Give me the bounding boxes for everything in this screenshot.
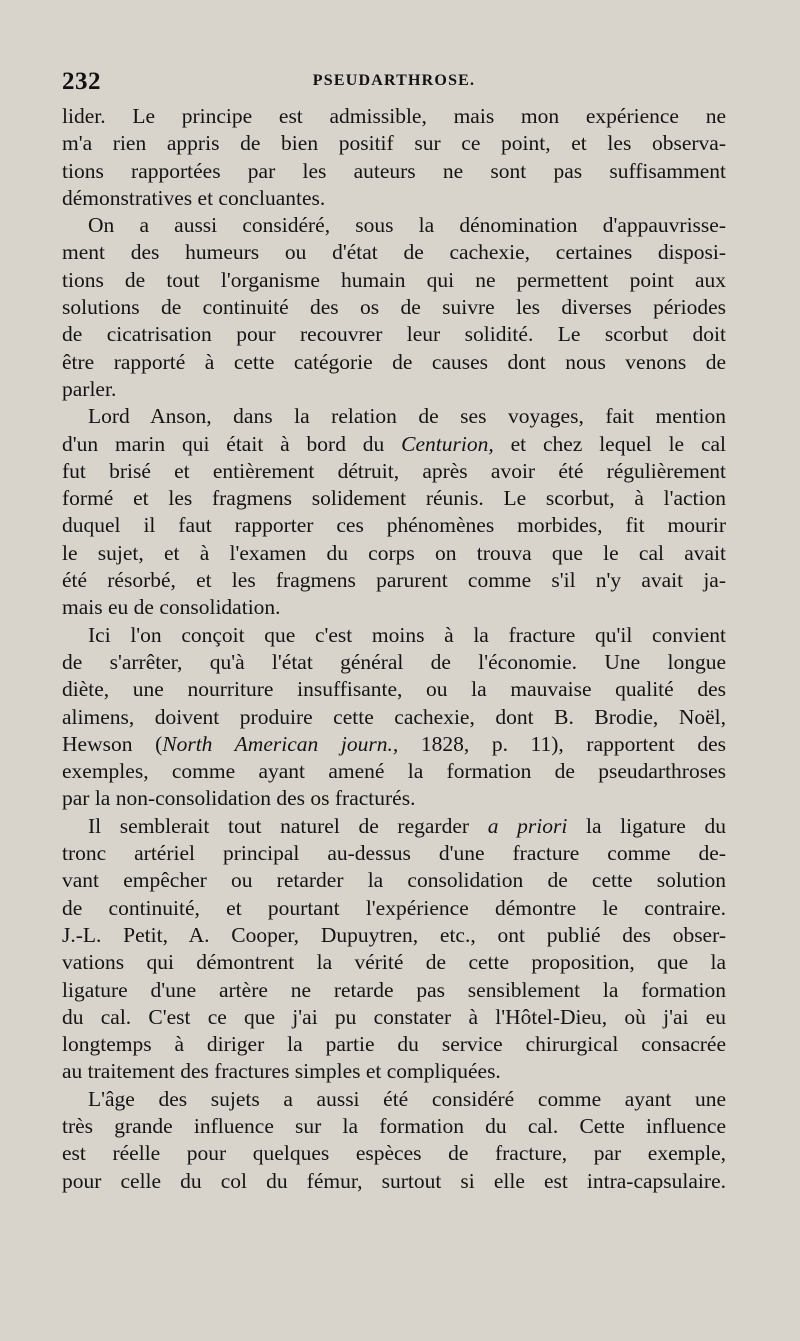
latin-phrase: a priori	[487, 813, 568, 838]
text-line: vant empêcher ou retarder la consolidation de cette solution	[62, 868, 726, 893]
text-segment: Il semblerait tout naturel de regarder	[88, 813, 470, 838]
journal-title: North American journ.,	[162, 731, 399, 756]
text-line: ment des humeurs ou d'état de cachexie, certaines disposi-	[62, 240, 726, 265]
text-line: vations qui démontrent la vérité de cette proposition, que la	[62, 950, 726, 975]
text-line: par la non-consolidation des os fracturés.	[62, 786, 416, 811]
text-line: du cal. C'est ce que j'ai pu constater à l'Hôtel-Dieu, où j'ai eu	[62, 1004, 726, 1029]
text-line	[62, 813, 726, 840]
text-line: de continuité, et pourtant l'expérience démontre le contraire.	[62, 895, 726, 920]
text-line: tronc artériel principal au-dessus d'une fracture comme de-	[62, 841, 726, 866]
text-line: tions de tout l'organisme humain qui ne permettent point aux	[62, 267, 726, 292]
text-line: exemples, comme ayant amené la formation de pseudarthroses	[62, 759, 726, 784]
text-segment: Hewson (	[62, 731, 163, 756]
text-line: duquel il faut rapporter ces phénomènes morbides, fit mourir	[62, 513, 726, 538]
text-line: tions rapportées par les auteurs ne sont pas suffisamment	[62, 158, 726, 183]
text-line: est réelle pour quelques espèces de fracture, par exemple,	[62, 1141, 726, 1166]
text-line: m'a rien appris de bien positif sur ce point, et les observa-	[62, 131, 726, 156]
text-line: le sujet, et à l'examen du corps on trouva que le cal avait	[62, 540, 726, 565]
body-text	[62, 103, 726, 1195]
text-line: être rapporté à cette catégorie de causes dont nous venons de	[62, 349, 726, 374]
text-line: Ici l'on conçoit que c'est moins à la fracture qu'il convient	[88, 622, 726, 647]
text-line: au traitement des fractures simples et compliquées.	[62, 1059, 501, 1084]
text-line	[62, 431, 726, 458]
text-line: formé et les fragmens solidement réunis. Le scorbut, à l'action	[62, 486, 726, 511]
text-line: alimens, doivent produire cette cachexie, dont B. Brodie, Noël,	[62, 704, 726, 729]
text-line: ligature d'une artère ne retarde pas sensiblement la formation	[62, 977, 726, 1002]
running-title: PSEUDARTHROSE.	[312, 72, 476, 89]
text-segment: d'un marin qui était à bord du	[62, 431, 385, 456]
text-segment: 1828, p. 11), rapportent des	[420, 731, 727, 756]
text-line: solutions de continuité des os de suivre les diverses périodes	[62, 295, 726, 320]
text-line: Lord Anson, dans la relation de ses voyages, fait mention	[88, 404, 726, 429]
text-line: de s'arrêter, qu'à l'état général de l'économie. Une longue	[62, 649, 726, 674]
ship-name: Centurion,	[401, 431, 494, 456]
text-line	[62, 731, 726, 758]
text-line: été résorbé, et les fragmens parurent comme s'il n'y avait ja-	[62, 568, 726, 593]
text-segment: et chez lequel le cal	[510, 431, 727, 456]
text-line: de cicatrisation pour recouvrer leur solidité. Le scorbut doit	[62, 322, 726, 347]
text-line: J.-L. Petit, A. Cooper, Dupuytren, etc., ont publié des obser-	[62, 922, 726, 947]
text-line: pour celle du col du fémur, surtout si elle est intra-capsulaire.	[62, 1168, 726, 1193]
text-line: On a aussi considéré, sous la dénomination d'appauvrisse-	[88, 213, 726, 238]
text-segment: la ligature du	[586, 813, 727, 838]
text-line: parler.	[62, 376, 117, 401]
text-line: lider. Le principe est admissible, mais mon expérience ne	[62, 104, 726, 128]
page-header	[62, 68, 726, 98]
text-line: fut brisé et entièrement détruit, après avoir été régulièrement	[62, 458, 726, 483]
text-line: mais eu de consolidation.	[62, 595, 281, 620]
text-line: L'âge des sujets a aussi été considéré comme ayant une	[88, 1086, 726, 1111]
text-line: diète, une nourriture insuffisante, ou la mauvaise qualité des	[62, 677, 726, 702]
page-number: 232	[62, 68, 101, 95]
text-line: très grande influence sur la formation du cal. Cette influence	[62, 1113, 726, 1138]
text-line: démonstratives et concluantes.	[62, 185, 326, 210]
text-line: longtemps à diriger la partie du service chirurgical consacrée	[62, 1032, 726, 1057]
